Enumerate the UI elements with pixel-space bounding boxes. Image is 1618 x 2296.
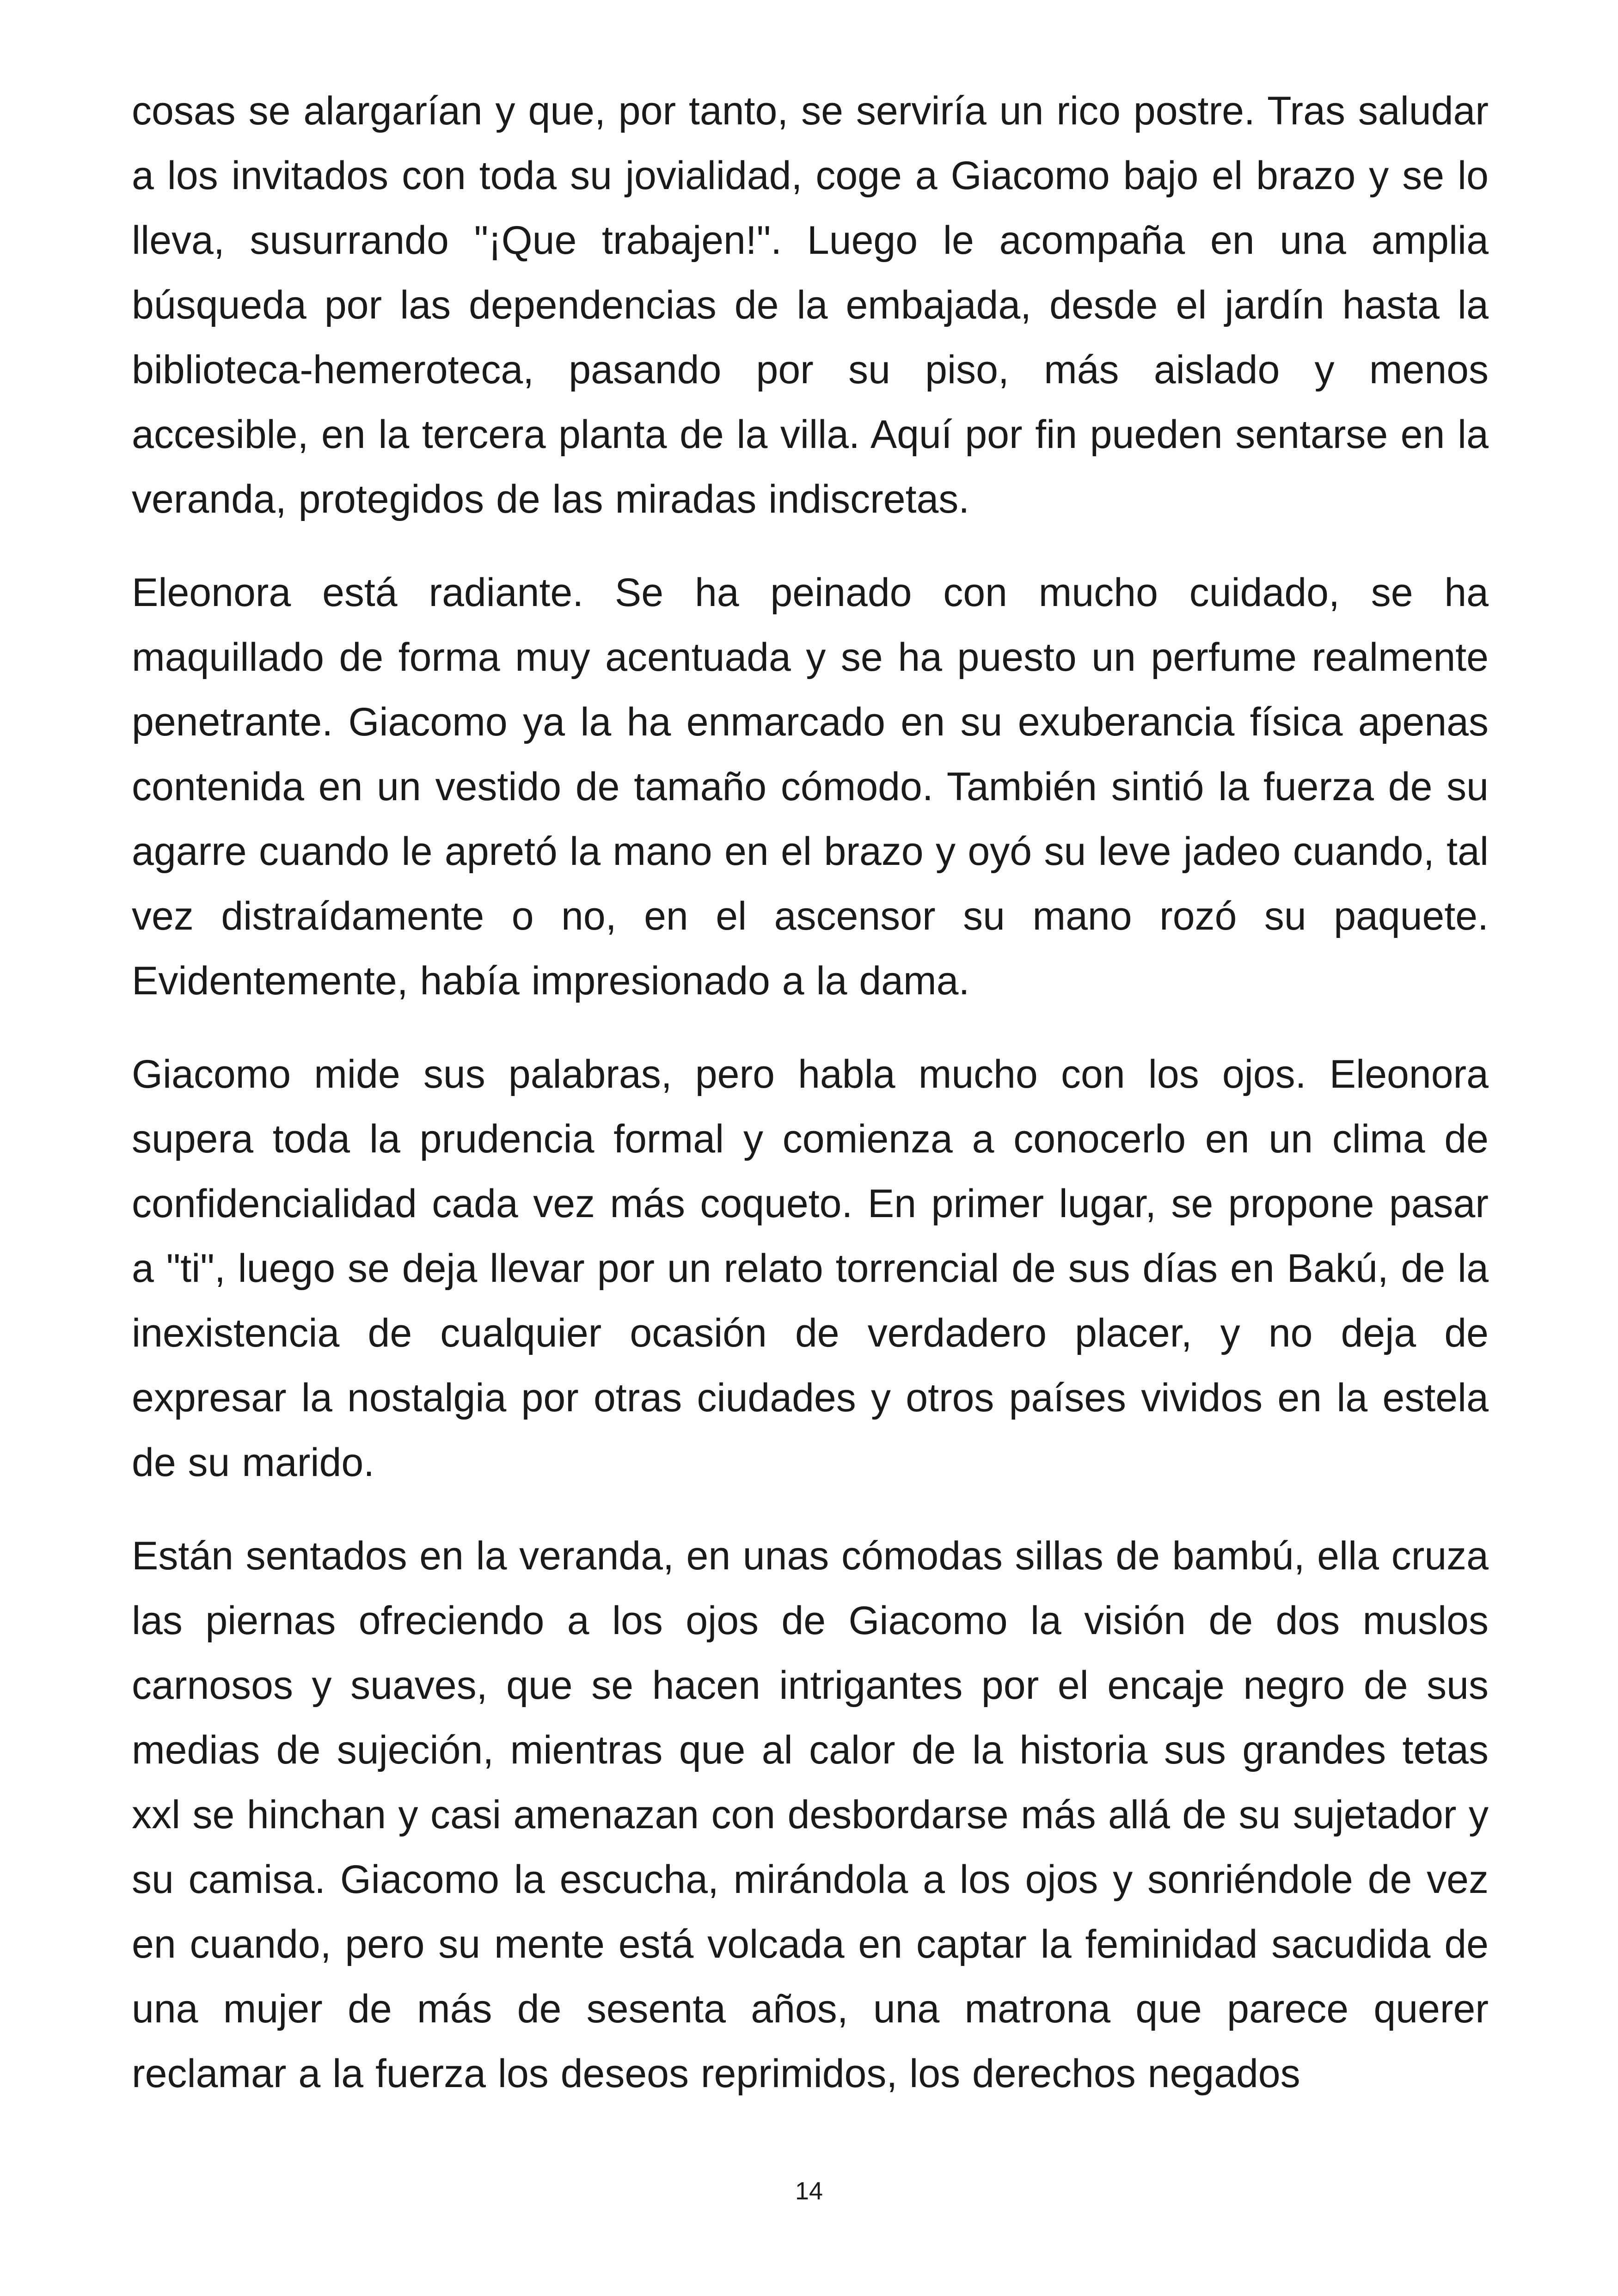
paragraph-4: Están sentados en la veranda, en unas cómodas sillas de bambú, ella cruza las piernas ofreciendo a los ojos de Giacomo la visión de dos muslos carnosos y suaves, que se hacen intrigantes por el encaje negro de sus medias de sujeción, mientras que al calor de la historia sus grandes tetas xxl se hinchan y casi amenazan con desbordarse más allá de su sujetador y su camisa. Giacomo la escucha, mirándola a los ojos y sonriéndole de vez en cuando, pero su mente está volcada en captar la feminidad sacudida de una mujer de más de sesenta años, una matrona que parece querer reclamar a la fuerza los deseos reprimidos, los derechos negados [132, 1534, 1489, 2096]
page-number: 14 [795, 2177, 823, 2205]
body-text [132, 79, 1489, 2106]
paragraph-1: cosas se alargarían y que, por tanto, se serviría un rico postre. Tras saludar a los invitados con toda su jovialidad, coge a Giacomo bajo el brazo y se lo lleva, susurrando "¡Que trabajen!". Luego le acompaña en una amplia búsqueda por las dependencias de la embajada, desde el jardín hasta la biblioteca-hemeroteca, pasando por su piso, más aislado y menos accesible, en la tercera planta de la villa. Aquí por fin pueden sentarse en la veranda, protegidos de las miradas indiscretas. [132, 89, 1489, 521]
paragraph-3: Giacomo mide sus palabras, pero habla mucho con los ojos. Eleonora supera toda la prudencia formal y comienza a conocerlo en un clima de confidencialidad cada vez más coqueto. En primer lugar, se propone pasar a "ti", luego se deja llevar por un relato torrencial de sus días en Bakú, de la inexistencia de cualquier ocasión de verdadero placer, y no deja de expresar la nostalgia por otras ciudades y otros países vividos en la estela de su marido. [132, 1052, 1489, 1485]
paragraph-2: Eleonora está radiante. Se ha peinado con mucho cuidado, se ha maquillado de forma muy acentuada y se ha puesto un perfume realmente penetrante. Giacomo ya la ha enmarcado en su exuberancia física apenas contenida en un vestido de tamaño cómodo. También sintió la fuerza de su agarre cuando le apretó la mano en el brazo y oyó su leve jadeo cuando, tal vez distraídamente o no, en el ascensor su mano rozó su paquete. Evidentemente, había impresionado a la dama. [132, 570, 1489, 1003]
